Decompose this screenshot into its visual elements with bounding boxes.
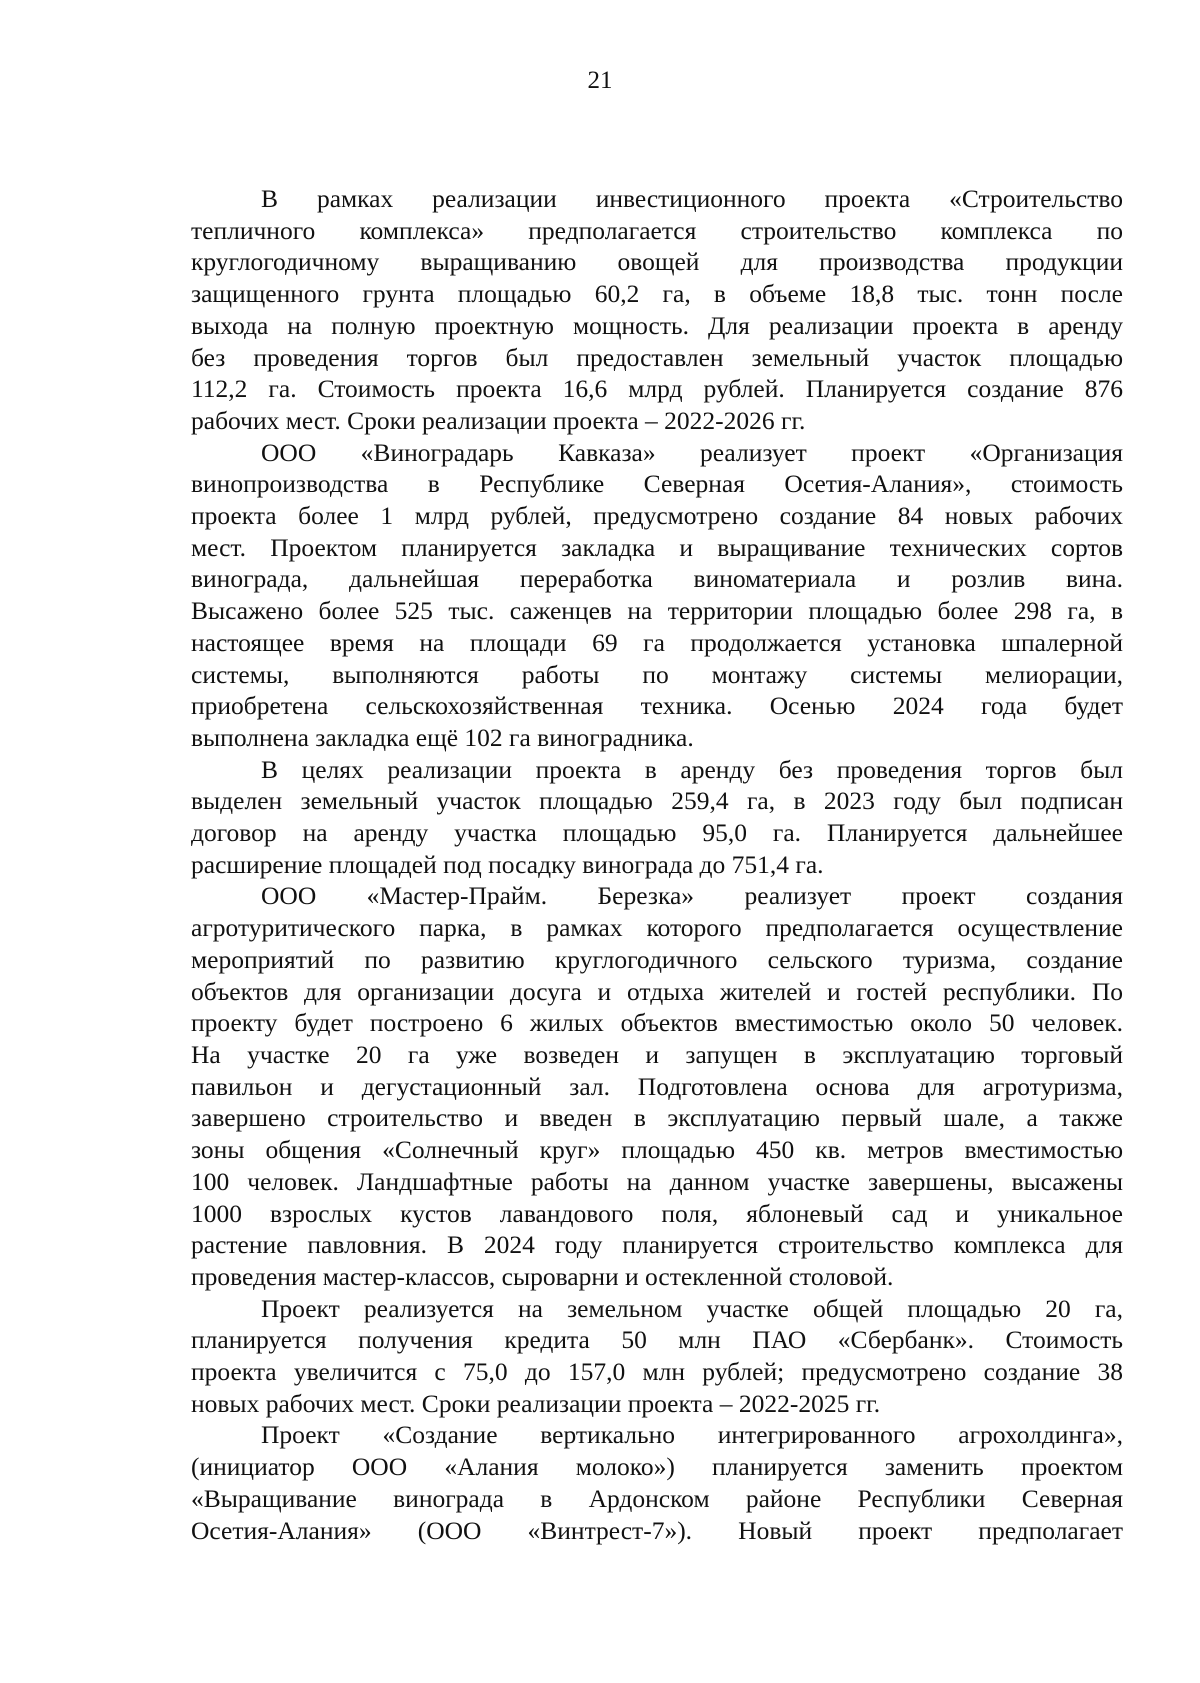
text-line: договор на аренду участка площадью 95,0 га. Планируется дальнейшее (191, 818, 1123, 848)
text-line: настоящее время на площади 69 га продолжается установка шпалерной (191, 627, 1123, 657)
page-number: 21 (587, 67, 613, 94)
text-line: мероприятий по развитию круглогодичного сельского туризма, создание (191, 944, 1123, 974)
text-line: объектов для организации досуга и отдыха жителей и гостей республики. По (191, 976, 1123, 1006)
text-line: новых рабочих мест. Сроки реализации проекта – 2022-2025 гг. (191, 1388, 881, 1418)
paragraph (191, 754, 1123, 881)
paragraph (191, 437, 1123, 754)
text-line: приобретена сельскохозяйственная техника. Осенью 2024 года будет (191, 691, 1123, 721)
text-line: круглогодичному выращиванию овощей для производства продукции (191, 247, 1123, 277)
text-line: завершено строительство и введен в эксплуатацию первый шале, а также (191, 1103, 1123, 1133)
text-line: ООО «Мастер-Прайм. Березка» реализует проект создания (261, 881, 1123, 911)
text-line: системы, выполняются работы по монтажу системы мелиорации, (191, 659, 1123, 689)
text-line: 1000 взрослых кустов лавандового поля, яблоневый сад и уникальное (191, 1198, 1123, 1228)
text-line: Проект «Создание вертикально интегрированного агрохолдинга», (261, 1420, 1123, 1450)
text-line: проекту будет построено 6 жилых объектов вместимостью около 50 человек. (191, 1008, 1123, 1038)
text-line: ООО «Виноградарь Кавказа» реализует проект «Организация (261, 437, 1123, 467)
text-line: винограда, дальнейшая переработка виноматериала и розлив вина. (191, 564, 1123, 594)
text-line: Осетия-Алания» (ООО «Винтрест-7»). Новый проект предполагает (191, 1515, 1123, 1545)
text-line: рабочих мест. Сроки реализации проекта – 2022-2026 гг. (191, 405, 806, 435)
text-line: выделен земельный участок площадью 259,4 га, в 2023 году был подписан (191, 786, 1123, 816)
text-line: На участке 20 га уже возведен и запущен в эксплуатацию торговый (191, 1039, 1123, 1069)
text-line: растение павловния. В 2024 году планируется строительство комплекса для (191, 1230, 1123, 1260)
paragraph (191, 183, 1123, 437)
text-line: планируется получения кредита 50 млн ПАО «Сбербанк». Стоимость (191, 1325, 1123, 1355)
text-line: винопроизводства в Республике Северная Осетия-Алания», стоимость (191, 469, 1123, 499)
text-line: В целях реализации проекта в аренду без проведения торгов был (261, 754, 1123, 784)
text-line: 100 человек. Ландшафтные работы на данном участке завершены, высажены (191, 1166, 1123, 1196)
text-line: без проведения торгов был предоставлен земельный участок площадью (191, 342, 1123, 372)
text-line: выхода на полную проектную мощность. Для реализации проекта в аренду (191, 310, 1123, 340)
paragraph (191, 1419, 1123, 1546)
text-line: В рамках реализации инвестиционного проекта «Строительство (261, 184, 1123, 213)
text-line: (инициатор ООО «Алания молоко») планируется заменить проектом (191, 1452, 1123, 1482)
text-line: выполнена закладка ещё 102 га виноградника. (191, 722, 694, 752)
text-line: павильон и дегустационный зал. Подготовлена основа для агротуризма, (191, 1071, 1123, 1101)
text-line: проекта более 1 млрд рублей, предусмотрено создание 84 новых рабочих (191, 501, 1123, 531)
text-line: Проект реализуется на земельном участке общей площадью 20 га, (261, 1293, 1123, 1323)
text-line: 112,2 га. Стоимость проекта 16,6 млрд рублей. Планируется создание 876 (191, 374, 1123, 404)
text-line: защищенного грунта площадью 60,2 га, в объеме 18,8 тыс. тонн после (191, 279, 1123, 309)
text-line: «Выращивание винограда в Ардонском районе Республики Северная (191, 1483, 1123, 1513)
text-line: проведения мастер-классов, сыроварни и остекленной столовой. (191, 1261, 894, 1291)
paragraph (191, 880, 1123, 1292)
text-line: Высажено более 525 тыс. саженцев на территории площадью более 298 га, в (191, 596, 1123, 626)
paragraph (191, 1293, 1123, 1420)
text-line: зоны общения «Солнечный круг» площадью 450 кв. метров вместимостью (191, 1135, 1123, 1165)
text-line: проекта увеличится с 75,0 до 157,0 млн рублей; предусмотрено создание 38 (191, 1357, 1123, 1387)
text-line: агротуритического парка, в рамках которого предполагается осуществление (191, 913, 1123, 943)
text-line: расширение площадей под посадку винограда до 751,4 га. (191, 849, 824, 879)
document-body (191, 183, 1123, 1546)
text-line: мест. Проектом планируется закладка и выращивание технических сортов (191, 532, 1123, 562)
text-line: тепличного комплекса» предполагается строительство комплекса по (191, 215, 1123, 245)
